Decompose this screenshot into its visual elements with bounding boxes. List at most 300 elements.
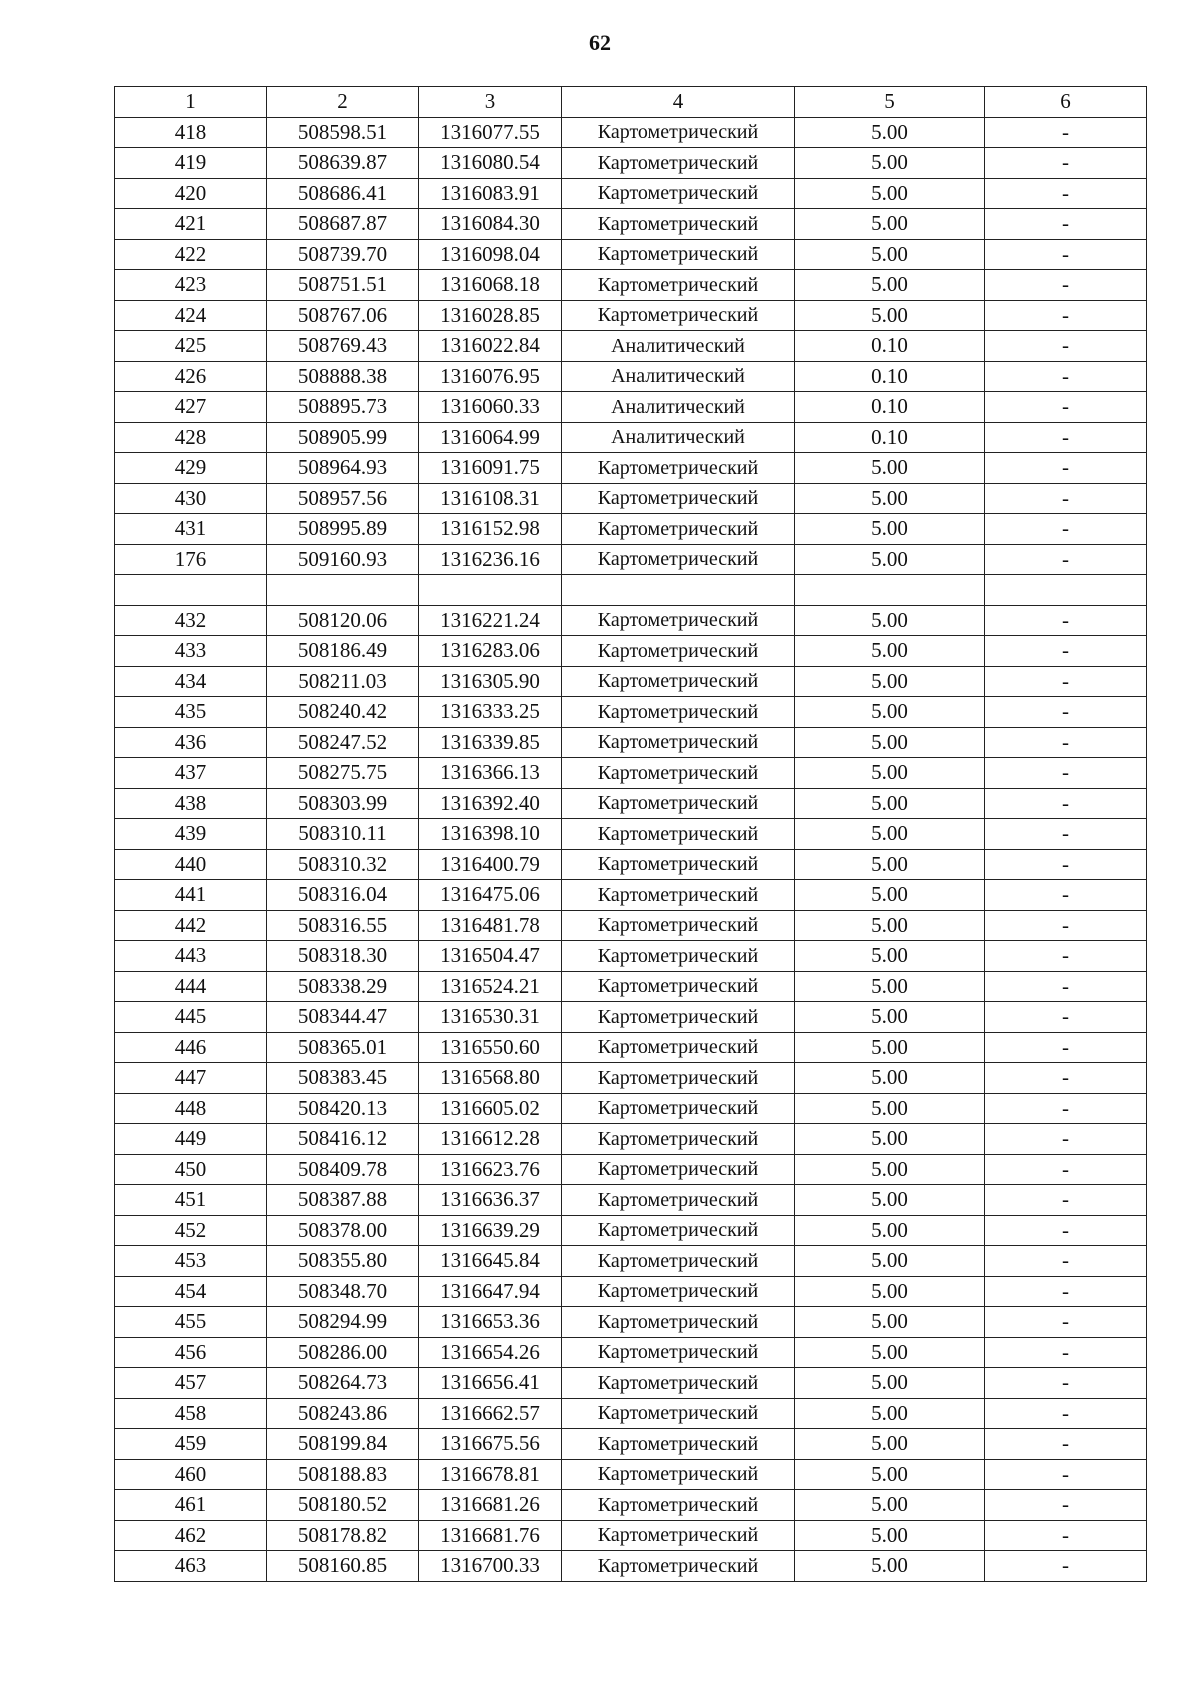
cell-method: Картометрический: [562, 727, 795, 758]
cell-y-coordinate: 1316475.06: [419, 880, 562, 911]
cell-accuracy: 5.00: [795, 605, 985, 636]
cell-method: Картометрический: [562, 971, 795, 1002]
cell-point-number: 444: [115, 971, 267, 1002]
table-row: [115, 1093, 1147, 1124]
cell-x-coordinate: 508387.88: [267, 1185, 419, 1216]
cell-x-coordinate: 508160.85: [267, 1551, 419, 1582]
cell-y-coordinate: 1316333.25: [419, 697, 562, 728]
cell-point-number: 441: [115, 880, 267, 911]
table-row: [115, 178, 1147, 209]
cell-note: -: [985, 1398, 1147, 1429]
cell-note: -: [985, 1093, 1147, 1124]
cell-x-coordinate: 508905.99: [267, 422, 419, 453]
table-row: [115, 788, 1147, 819]
cell-x-coordinate: 508769.43: [267, 331, 419, 362]
cell-x-coordinate: 508338.29: [267, 971, 419, 1002]
table-row: [115, 666, 1147, 697]
cell-method: Картометрический: [562, 117, 795, 148]
cell-y-coordinate: 1316283.06: [419, 636, 562, 667]
cell-note: -: [985, 117, 1147, 148]
cell-accuracy: 5.00: [795, 117, 985, 148]
cell-y-coordinate: 1316636.37: [419, 1185, 562, 1216]
cell-point-number: 447: [115, 1063, 267, 1094]
cell-y-coordinate: 1316400.79: [419, 849, 562, 880]
cell-note: -: [985, 514, 1147, 545]
table-row: [115, 392, 1147, 423]
cell-accuracy: 5.00: [795, 1063, 985, 1094]
cell-x-coordinate: 508199.84: [267, 1429, 419, 1460]
cell-method: Картометрический: [562, 1185, 795, 1216]
cell-method: Картометрический: [562, 544, 795, 575]
cell-x-coordinate: 508318.30: [267, 941, 419, 972]
cell-x-coordinate: 508344.47: [267, 1002, 419, 1033]
cell-note: -: [985, 666, 1147, 697]
cell-point-number: 463: [115, 1551, 267, 1582]
cell-method: Картометрический: [562, 1398, 795, 1429]
cell-method: Картометрический: [562, 1032, 795, 1063]
cell-y-coordinate: 1316084.30: [419, 209, 562, 240]
cell-accuracy: 5.00: [795, 1032, 985, 1063]
cell-point-number: 448: [115, 1093, 267, 1124]
cell-note: -: [985, 331, 1147, 362]
cell-note: -: [985, 1215, 1147, 1246]
cell-point-number: 458: [115, 1398, 267, 1429]
table-row: [115, 422, 1147, 453]
cell-accuracy: 0.10: [795, 331, 985, 362]
cell-note: -: [985, 270, 1147, 301]
cell-accuracy: 5.00: [795, 971, 985, 1002]
cell-note: -: [985, 1490, 1147, 1521]
table-row: [115, 697, 1147, 728]
cell-method: Аналитический: [562, 422, 795, 453]
table-row: [115, 1551, 1147, 1582]
table-row: [115, 117, 1147, 148]
cell-accuracy: 5.00: [795, 819, 985, 850]
table-row: [115, 148, 1147, 179]
cell-accuracy: 5.00: [795, 1215, 985, 1246]
cell-point-number: 428: [115, 422, 267, 453]
cell-method: [562, 575, 795, 606]
cell-note: -: [985, 697, 1147, 728]
table-row: [115, 453, 1147, 484]
cell-accuracy: 5.00: [795, 1276, 985, 1307]
cell-point-number: 425: [115, 331, 267, 362]
table-row: [115, 300, 1147, 331]
cell-note: -: [985, 148, 1147, 179]
table-row: [115, 514, 1147, 545]
table-header: [115, 87, 1147, 118]
cell-accuracy: 5.00: [795, 941, 985, 972]
cell-y-coordinate: 1316339.85: [419, 727, 562, 758]
table-row: [115, 1185, 1147, 1216]
cell-x-coordinate: 508186.49: [267, 636, 419, 667]
cell-point-number: 461: [115, 1490, 267, 1521]
table-row: [115, 575, 1147, 606]
cell-point-number: 440: [115, 849, 267, 880]
cell-accuracy: 5.00: [795, 148, 985, 179]
cell-accuracy: 5.00: [795, 1002, 985, 1033]
table-row: [115, 209, 1147, 240]
cell-note: -: [985, 1429, 1147, 1460]
cell-y-coordinate: 1316653.36: [419, 1307, 562, 1338]
cell-point-number: [115, 575, 267, 606]
cell-x-coordinate: 508888.38: [267, 361, 419, 392]
cell-method: Картометрический: [562, 758, 795, 789]
cell-point-number: 457: [115, 1368, 267, 1399]
table-row: [115, 361, 1147, 392]
cell-accuracy: 5.00: [795, 1307, 985, 1338]
cell-note: -: [985, 300, 1147, 331]
table-row: [115, 636, 1147, 667]
cell-y-coordinate: 1316645.84: [419, 1246, 562, 1277]
cell-point-number: 455: [115, 1307, 267, 1338]
cell-accuracy: 5.00: [795, 666, 985, 697]
cell-point-number: 434: [115, 666, 267, 697]
cell-method: Картометрический: [562, 1246, 795, 1277]
cell-note: -: [985, 788, 1147, 819]
cell-x-coordinate: 508275.75: [267, 758, 419, 789]
cell-x-coordinate: 508416.12: [267, 1124, 419, 1155]
cell-accuracy: 5.00: [795, 727, 985, 758]
cell-note: -: [985, 209, 1147, 240]
cell-note: -: [985, 178, 1147, 209]
cell-y-coordinate: 1316398.10: [419, 819, 562, 850]
cell-note: -: [985, 849, 1147, 880]
cell-x-coordinate: 508378.00: [267, 1215, 419, 1246]
cell-y-coordinate: 1316568.80: [419, 1063, 562, 1094]
cell-point-number: 422: [115, 239, 267, 270]
cell-method: Картометрический: [562, 1002, 795, 1033]
cell-point-number: 462: [115, 1520, 267, 1551]
cell-method: Картометрический: [562, 1276, 795, 1307]
cell-y-coordinate: 1316504.47: [419, 941, 562, 972]
cell-accuracy: 0.10: [795, 422, 985, 453]
cell-point-number: 460: [115, 1459, 267, 1490]
cell-method: Картометрический: [562, 910, 795, 941]
table-row: [115, 910, 1147, 941]
cell-method: Картометрический: [562, 1368, 795, 1399]
cell-x-coordinate: 508303.99: [267, 788, 419, 819]
cell-point-number: 445: [115, 1002, 267, 1033]
cell-point-number: 429: [115, 453, 267, 484]
cell-note: -: [985, 1520, 1147, 1551]
cell-point-number: 431: [115, 514, 267, 545]
cell-x-coordinate: 508767.06: [267, 300, 419, 331]
cell-note: -: [985, 544, 1147, 575]
cell-x-coordinate: 508957.56: [267, 483, 419, 514]
cell-x-coordinate: 508739.70: [267, 239, 419, 270]
cell-accuracy: 5.00: [795, 514, 985, 545]
cell-x-coordinate: 508895.73: [267, 392, 419, 423]
cell-point-number: 453: [115, 1246, 267, 1277]
cell-accuracy: 5.00: [795, 1337, 985, 1368]
cell-x-coordinate: 508355.80: [267, 1246, 419, 1277]
cell-x-coordinate: 508264.73: [267, 1368, 419, 1399]
cell-point-number: 420: [115, 178, 267, 209]
cell-x-coordinate: 508348.70: [267, 1276, 419, 1307]
cell-accuracy: 5.00: [795, 1246, 985, 1277]
cell-note: -: [985, 1154, 1147, 1185]
cell-y-coordinate: 1316064.99: [419, 422, 562, 453]
cell-accuracy: [795, 575, 985, 606]
table-row: [115, 605, 1147, 636]
table-row: [115, 1032, 1147, 1063]
table-row: [115, 239, 1147, 270]
cell-method: Картометрический: [562, 300, 795, 331]
cell-accuracy: 5.00: [795, 758, 985, 789]
table-row: [115, 1398, 1147, 1429]
cell-point-number: 446: [115, 1032, 267, 1063]
cell-x-coordinate: 508420.13: [267, 1093, 419, 1124]
cell-note: -: [985, 361, 1147, 392]
table-row: [115, 483, 1147, 514]
cell-note: -: [985, 1185, 1147, 1216]
cell-accuracy: 5.00: [795, 636, 985, 667]
cell-note: -: [985, 636, 1147, 667]
cell-method: Аналитический: [562, 361, 795, 392]
cell-y-coordinate: 1316639.29: [419, 1215, 562, 1246]
cell-note: -: [985, 239, 1147, 270]
cell-accuracy: 5.00: [795, 209, 985, 240]
table-row: [115, 544, 1147, 575]
table-row: [115, 1246, 1147, 1277]
cell-method: Картометрический: [562, 1307, 795, 1338]
cell-note: -: [985, 819, 1147, 850]
cell-note: -: [985, 1276, 1147, 1307]
cell-method: Картометрический: [562, 1124, 795, 1155]
table-row: [115, 1429, 1147, 1460]
table-row: [115, 1063, 1147, 1094]
cell-point-number: 454: [115, 1276, 267, 1307]
column-header-5: 5: [795, 87, 985, 118]
cell-point-number: 450: [115, 1154, 267, 1185]
cell-x-coordinate: 508240.42: [267, 697, 419, 728]
cell-x-coordinate: 508316.04: [267, 880, 419, 911]
column-header-3: 3: [419, 87, 562, 118]
cell-point-number: 437: [115, 758, 267, 789]
table-row: [115, 1368, 1147, 1399]
cell-y-coordinate: 1316681.26: [419, 1490, 562, 1521]
cell-y-coordinate: 1316098.04: [419, 239, 562, 270]
cell-x-coordinate: 508751.51: [267, 270, 419, 301]
table-row: [115, 1154, 1147, 1185]
cell-method: Картометрический: [562, 697, 795, 728]
cell-method: Картометрический: [562, 239, 795, 270]
table-row: [115, 1337, 1147, 1368]
cell-method: Картометрический: [562, 483, 795, 514]
cell-note: -: [985, 1459, 1147, 1490]
cell-x-coordinate: 509160.93: [267, 544, 419, 575]
coordinates-table: [114, 86, 1147, 1582]
cell-method: Картометрический: [562, 605, 795, 636]
cell-point-number: 449: [115, 1124, 267, 1155]
cell-note: -: [985, 880, 1147, 911]
cell-point-number: 436: [115, 727, 267, 758]
cell-method: Картометрический: [562, 880, 795, 911]
cell-accuracy: 5.00: [795, 1124, 985, 1155]
cell-point-number: 456: [115, 1337, 267, 1368]
table-body: [115, 117, 1147, 1581]
cell-accuracy: 5.00: [795, 483, 985, 514]
cell-y-coordinate: [419, 575, 562, 606]
table-row: [115, 849, 1147, 880]
table-row: [115, 727, 1147, 758]
cell-note: [985, 575, 1147, 606]
cell-method: Картометрический: [562, 1063, 795, 1094]
cell-y-coordinate: 1316623.76: [419, 1154, 562, 1185]
cell-accuracy: 5.00: [795, 849, 985, 880]
cell-y-coordinate: 1316550.60: [419, 1032, 562, 1063]
cell-point-number: 443: [115, 941, 267, 972]
cell-x-coordinate: 508247.52: [267, 727, 419, 758]
cell-x-coordinate: 508286.00: [267, 1337, 419, 1368]
table-row: [115, 1307, 1147, 1338]
cell-point-number: 418: [115, 117, 267, 148]
cell-method: Картометрический: [562, 209, 795, 240]
cell-accuracy: 5.00: [795, 1093, 985, 1124]
cell-note: -: [985, 1002, 1147, 1033]
cell-y-coordinate: 1316481.78: [419, 910, 562, 941]
cell-note: -: [985, 971, 1147, 1002]
cell-y-coordinate: 1316605.02: [419, 1093, 562, 1124]
cell-y-coordinate: 1316654.26: [419, 1337, 562, 1368]
table-row: [115, 819, 1147, 850]
table-row: [115, 1459, 1147, 1490]
cell-method: Картометрический: [562, 1337, 795, 1368]
cell-x-coordinate: [267, 575, 419, 606]
cell-x-coordinate: 508365.01: [267, 1032, 419, 1063]
cell-method: Аналитический: [562, 331, 795, 362]
cell-x-coordinate: 508243.86: [267, 1398, 419, 1429]
cell-method: Картометрический: [562, 636, 795, 667]
cell-note: -: [985, 1124, 1147, 1155]
cell-x-coordinate: 508598.51: [267, 117, 419, 148]
cell-accuracy: 5.00: [795, 1429, 985, 1460]
cell-y-coordinate: 1316656.41: [419, 1368, 562, 1399]
cell-method: Картометрический: [562, 1429, 795, 1460]
table-header-row: [115, 87, 1147, 118]
cell-y-coordinate: 1316108.31: [419, 483, 562, 514]
cell-accuracy: 5.00: [795, 178, 985, 209]
column-header-4: 4: [562, 87, 795, 118]
cell-accuracy: 5.00: [795, 270, 985, 301]
cell-accuracy: 0.10: [795, 392, 985, 423]
cell-note: -: [985, 422, 1147, 453]
cell-note: -: [985, 1063, 1147, 1094]
cell-accuracy: 5.00: [795, 1398, 985, 1429]
cell-note: -: [985, 453, 1147, 484]
table-row: [115, 1520, 1147, 1551]
cell-x-coordinate: 508687.87: [267, 209, 419, 240]
cell-method: Картометрический: [562, 178, 795, 209]
cell-method: Картометрический: [562, 941, 795, 972]
cell-x-coordinate: 508120.06: [267, 605, 419, 636]
cell-point-number: 424: [115, 300, 267, 331]
table-row: [115, 880, 1147, 911]
cell-x-coordinate: 508639.87: [267, 148, 419, 179]
cell-y-coordinate: 1316530.31: [419, 1002, 562, 1033]
cell-method: Аналитический: [562, 392, 795, 423]
cell-x-coordinate: 508964.93: [267, 453, 419, 484]
table-row: [115, 971, 1147, 1002]
cell-method: Картометрический: [562, 514, 795, 545]
cell-accuracy: 5.00: [795, 1459, 985, 1490]
cell-point-number: 438: [115, 788, 267, 819]
cell-accuracy: 5.00: [795, 910, 985, 941]
cell-note: -: [985, 1551, 1147, 1582]
cell-y-coordinate: 1316678.81: [419, 1459, 562, 1490]
cell-note: -: [985, 1307, 1147, 1338]
cell-point-number: 430: [115, 483, 267, 514]
cell-x-coordinate: 508316.55: [267, 910, 419, 941]
cell-point-number: 421: [115, 209, 267, 240]
cell-y-coordinate: 1316612.28: [419, 1124, 562, 1155]
cell-method: Картометрический: [562, 148, 795, 179]
cell-x-coordinate: 508180.52: [267, 1490, 419, 1521]
cell-x-coordinate: 508310.11: [267, 819, 419, 850]
cell-method: Картометрический: [562, 1215, 795, 1246]
table-row: [115, 1124, 1147, 1155]
cell-method: Картометрический: [562, 849, 795, 880]
cell-y-coordinate: 1316675.56: [419, 1429, 562, 1460]
cell-x-coordinate: 508211.03: [267, 666, 419, 697]
cell-note: -: [985, 910, 1147, 941]
cell-y-coordinate: 1316068.18: [419, 270, 562, 301]
cell-point-number: 435: [115, 697, 267, 728]
cell-note: -: [985, 483, 1147, 514]
column-header-6: 6: [985, 87, 1147, 118]
cell-accuracy: 5.00: [795, 880, 985, 911]
cell-accuracy: 5.00: [795, 300, 985, 331]
cell-point-number: 423: [115, 270, 267, 301]
cell-x-coordinate: 508294.99: [267, 1307, 419, 1338]
cell-y-coordinate: 1316221.24: [419, 605, 562, 636]
cell-x-coordinate: 508383.45: [267, 1063, 419, 1094]
cell-y-coordinate: 1316681.76: [419, 1520, 562, 1551]
cell-point-number: 176: [115, 544, 267, 575]
cell-accuracy: 5.00: [795, 453, 985, 484]
cell-y-coordinate: 1316305.90: [419, 666, 562, 697]
cell-y-coordinate: 1316236.16: [419, 544, 562, 575]
cell-point-number: 427: [115, 392, 267, 423]
cell-point-number: 452: [115, 1215, 267, 1246]
cell-method: Картометрический: [562, 1520, 795, 1551]
table-row: [115, 941, 1147, 972]
table-row: [115, 1215, 1147, 1246]
table-row: [115, 758, 1147, 789]
cell-note: -: [985, 1032, 1147, 1063]
cell-accuracy: 5.00: [795, 1520, 985, 1551]
cell-point-number: 459: [115, 1429, 267, 1460]
cell-method: Картометрический: [562, 453, 795, 484]
cell-point-number: 419: [115, 148, 267, 179]
cell-y-coordinate: 1316700.33: [419, 1551, 562, 1582]
column-header-2: 2: [267, 87, 419, 118]
cell-accuracy: 5.00: [795, 239, 985, 270]
cell-point-number: 442: [115, 910, 267, 941]
page-number: 62: [589, 30, 611, 55]
cell-accuracy: 5.00: [795, 697, 985, 728]
cell-note: -: [985, 1246, 1147, 1277]
cell-point-number: 433: [115, 636, 267, 667]
cell-note: -: [985, 941, 1147, 972]
cell-method: Картометрический: [562, 819, 795, 850]
cell-x-coordinate: 508188.83: [267, 1459, 419, 1490]
cell-note: -: [985, 605, 1147, 636]
cell-y-coordinate: 1316647.94: [419, 1276, 562, 1307]
cell-y-coordinate: 1316080.54: [419, 148, 562, 179]
cell-y-coordinate: 1316524.21: [419, 971, 562, 1002]
